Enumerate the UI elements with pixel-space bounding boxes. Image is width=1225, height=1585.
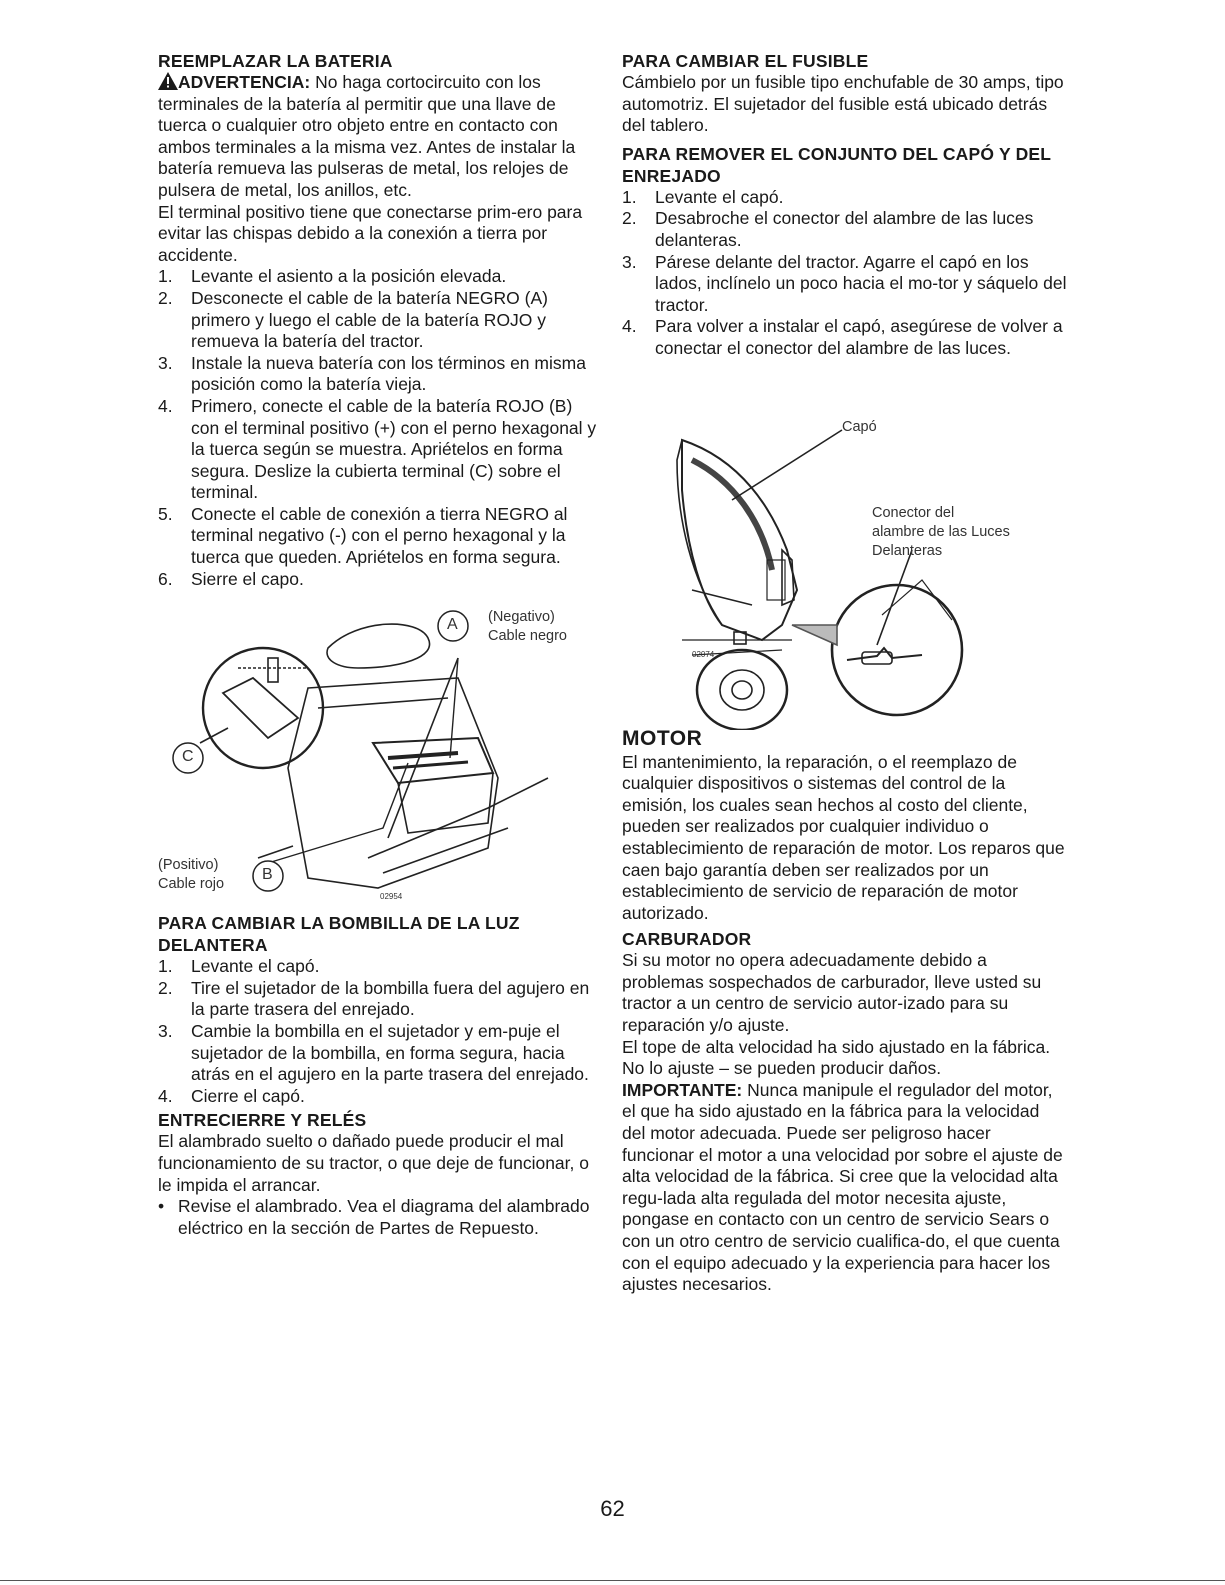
positive-label-1: (Positivo) — [158, 857, 219, 874]
wiring-text: El alambrado suelto o dañado puede producir el mal funcionamiento de su tractor, o que deje de funcionar, o le impida el arrancar. — [158, 1131, 589, 1195]
hood-figure-code: 02074 — [692, 649, 715, 659]
connector-label-2: alambre de las Luces — [872, 523, 1010, 540]
motor-text: El mantenimiento, la reparación, o el reemplazo de cualquier dispositivos o sistemas del control de la emisión, los cuales sean hechos al costo del cliente, pueden ser realizados por cualquier individuo o establecimiento de reparación de motor. Los reparos que caen bajo garantía deben ser realizados por un establecimiento de servicio de reparación de motor autorizado. — [622, 751, 1065, 923]
left-column — [158, 50, 598, 1239]
list-item: 3. Cambie la bombilla en el sujetador y em-puje el sujetador de la bombilla, en forma segura, hacia atrás en el agujero en la parte trasera del enrejado. — [158, 1021, 589, 1085]
important-text: Nunca manipule el regulador del motor, el que ha sido ajustado en la fábrica para la velocidad del motor adecuada. Puede ser peligroso hacer funcionar el motor a una velocidad por sobre el ajuste de alta velocidad de la fábrica. Si cree que la velocidad alta regu-lada alta regulada del motor necesita ajuste, pongase en contacto con un centro de servicio Sears o con un otro centro de servicio cualifica-do, el que cuenta con el equipo adecuado y la experiencia para hacer los ajustes necesarios. — [622, 1079, 1063, 1295]
headlight-steps — [158, 956, 598, 1107]
battery-title: REEMPLAZAR LA BATERIA — [158, 51, 393, 71]
wiring-title: ENTRECIERRE Y RELÉS — [158, 1110, 367, 1131]
hood-steps — [622, 187, 1067, 360]
positive-label-2: Cable rojo — [158, 876, 225, 893]
connector-label-1: Conector del — [872, 504, 955, 521]
figure-code: 02954 — [380, 892, 403, 902]
callout-b: B — [262, 866, 273, 884]
callout-c: C — [182, 748, 194, 766]
battery-note: El terminal positivo tiene que conectarse prim-ero para evitar las chispas debido a la conexión a tierra por accidente. — [158, 201, 583, 265]
headlight-title: PARA CAMBIAR LA BOMBILLA DE LA LUZ DELANTERA — [158, 913, 520, 956]
list-item: 2. Desabroche el conector del alambre de las luces delanteras. — [622, 208, 1034, 250]
important-label: IMPORTANTE: — [622, 1079, 743, 1100]
warning-text: No haga cortocircuito con los terminales de la batería al permitir que una llave de tuerca o cualquier otro objeto entre en contacto con ambos terminales a la misma vez. Antes de instalar la batería remueva las pulseras de metal, los relojes de pulsera de metal, los anillos, etc. — [158, 72, 576, 200]
hood-illustration — [622, 400, 1067, 730]
list-item: 2. Desconecte el cable de la batería NEGRO (A) primero y luego el cable de la batería ROJO y remueva la batería del tractor. — [158, 287, 548, 352]
battery-figure — [158, 598, 598, 902]
fuse-title: PARA CAMBIAR EL FUSIBLE — [622, 51, 869, 71]
page-number: 62 — [600, 1496, 625, 1521]
list-item: 1. Levante el capó. — [158, 956, 320, 977]
negative-label-2: Cable negro — [488, 628, 567, 645]
list-item: 2. Tire el sujetador de la bombilla fuera del agujero en la parte trasera del enrejado. — [158, 977, 590, 1020]
bottom-rule — [0, 1580, 1225, 1581]
carb-title: CARBURADOR — [622, 929, 752, 950]
list-item: 4. Primero, conecte el cable de la batería ROJO (B) con el terminal positivo (+) con el perno hexagonal y la tuerca según se muestra. Apriételos en forma segura. Deslize la cubierta terminal (C) sobre el terminal. — [158, 395, 597, 503]
callout-a: A — [447, 616, 458, 634]
right-column — [622, 50, 1067, 1296]
battery-warning — [158, 72, 598, 202]
carb-text-2: El tope de alta velocidad ha sido ajustado en la fábrica. No lo ajuste – se pueden producir daños. — [622, 1036, 1051, 1079]
connector-label-3: Delanteras — [872, 542, 943, 559]
list-item: 5. Conecte el cable de conexión a tierra NEGRO al terminal negativo (-) con el perno hexagonal y la tuerca que queden. Apriételos en forma segura. — [158, 503, 568, 568]
wiring-bullets — [158, 1196, 598, 1239]
motor-title: MOTOR — [622, 726, 703, 750]
fuse-text: Cámbielo por un fusible tipo enchufable de 30 amps, tipo automotriz. El sujetador del fusible está ubicado detrás del tablero. — [622, 72, 1064, 136]
list-item: 1. Levante el capó. — [622, 186, 784, 207]
hood-figure — [622, 400, 1067, 730]
list-item: 4. Cierre el capó. — [158, 1085, 305, 1106]
list-item: 3. Instale la nueva batería con los términos en misma posición como la batería vieja. — [158, 352, 586, 395]
capo-label: Capó — [842, 418, 877, 435]
warning-label: ADVERTENCIA: — [178, 72, 311, 92]
list-item: 3. Párese delante del tractor. Agarre el capó en los lados, inclínelo un poco hacia el mo-tor y sáquelo del tractor. — [622, 251, 1067, 315]
list-item: • Revise el alambrado. Vea el diagrama del alambrado eléctrico en la sección de Partes de Repuesto. — [158, 1196, 590, 1238]
list-item: 4. Para volver a instalar el capó, asegúrese de volver a conectar el conector del alambre de las luces. — [622, 316, 1063, 358]
list-item: 6. Sierre el capo. — [158, 568, 304, 589]
carb-important — [622, 1080, 1067, 1296]
negative-label-1: (Negativo) — [488, 609, 555, 626]
carb-text-1: Si su motor no opera adecuadamente debido a problemas sospechados de carburador, lleve usted su tractor a un centro de servicio autor-izado para su reparación y/o ajuste. — [622, 950, 1042, 1036]
list-item: 1. Levante el asiento a la posición elevada. — [158, 266, 507, 287]
warning-triangle-icon — [158, 72, 178, 90]
hood-title: PARA REMOVER EL CONJUNTO DEL CAPÓ Y DEL ENREJADO — [622, 143, 1051, 186]
battery-steps — [158, 266, 598, 590]
